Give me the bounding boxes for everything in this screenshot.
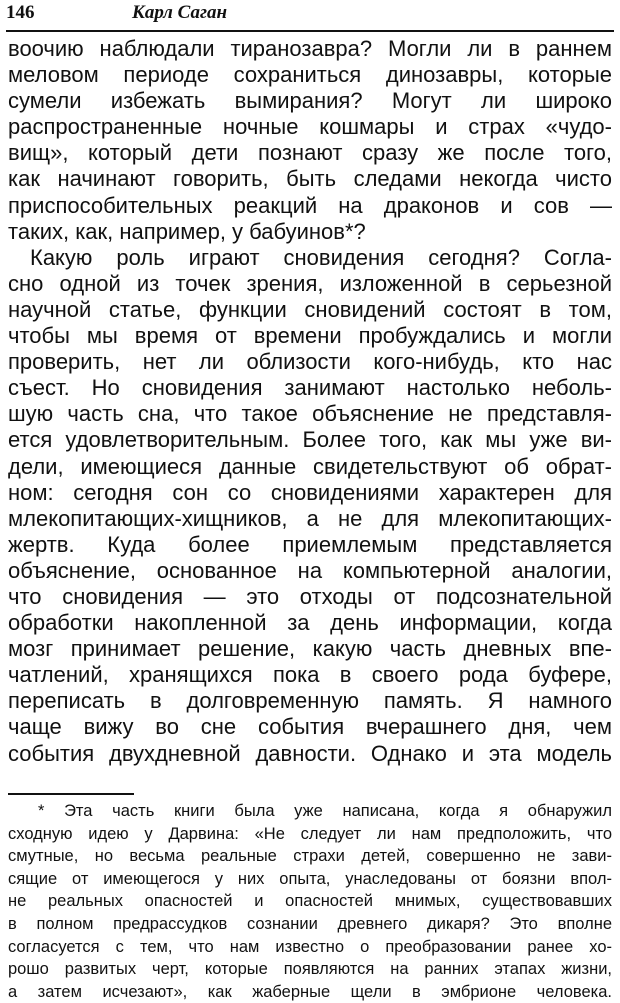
text-line: как начинают говорить, быть следами некогда чисто — [8, 166, 612, 192]
text-line: Какую роль играют сновидения сегодня? Согла- — [30, 244, 612, 270]
text-line: дели, имеющиеся данные свидетельствуют об обрат- — [8, 453, 612, 479]
text-line: сумели избежать вымирания? Могут ли широко — [8, 88, 612, 114]
text-line: научной статье, функции сновидений состоят в том, — [8, 296, 612, 322]
text-line: ется удовлетворительным. Более того, как мы уже ви- — [8, 427, 612, 453]
text-line: объяснение, основанное на компьютерной аналогии, — [8, 557, 612, 583]
text-line: переписать в долговременную память. Я намного — [8, 688, 612, 714]
footnote-line: согласуется с тем, что нам известно о преобразовании ранее хо- — [8, 937, 612, 956]
main-text — [8, 36, 612, 767]
text-line: съест. Но сновидения занимают настолько неболь- — [8, 375, 612, 401]
text-line: вищ», который дети познают сразу же после того, — [8, 140, 612, 166]
text-line: ном: сегодня сон со сновидениями характерен для — [8, 479, 612, 505]
text-line: млекопитающих-хищников, а не для млекопитающих- — [8, 505, 612, 531]
page-header — [6, 0, 614, 32]
text-line: приспособительных реакций на драконов и сов — — [8, 192, 612, 218]
footnote-line: * Эта часть книги была уже написана, когда я обнаружил — [38, 802, 612, 820]
running-head-author: Карл Саган — [132, 2, 228, 23]
text-line: что сновидения — это отходы от подсознательной — [8, 583, 612, 609]
text-line: воочию наблюдали тиранозавра? Могли ли в раннем — [8, 36, 612, 61]
footnote-divider — [8, 793, 134, 795]
text-line: проверить, нет ли облизости кого-нибудь, кто нас — [8, 349, 612, 375]
text-line: шую часть сна, что такое объяснение не представля- — [8, 401, 612, 427]
text-line: мозг принимает решение, какую часть дневных впе- — [8, 636, 612, 662]
footnote-line: не реальных опасностей и опасностей мнимых, существовавших — [8, 892, 612, 911]
footnote-line: сящие от имеющегося у них опыта, унаследованы от боязни впол- — [8, 869, 612, 888]
text-line: распространенные ночные кошмары и страх «чудо- — [8, 114, 612, 140]
footnote-line: смутные, но весьма реальные страхи детей, совершенно не зави- — [8, 847, 612, 866]
footnote-line: а затем исчезают», как жаберные щели в эмбрионе человека. — [8, 982, 612, 1001]
footnote — [8, 800, 612, 1003]
page-number: 146 — [6, 2, 35, 23]
text-line: чтобы мы время от времени пробуждались и могли — [8, 323, 612, 349]
text-line: меловом периоде сохраниться динозавры, которые — [8, 62, 612, 88]
text-line: таких, как, например, у бабуинов*? — [8, 218, 366, 244]
text-line: обработки накопленной за день информации, когда — [8, 610, 612, 636]
text-line: сно одной из точек зрения, изложенной в серьезной — [8, 270, 612, 296]
text-line: чаще вижу во сне события вчерашнего дня, чем — [8, 714, 612, 740]
text-line: события двухдневной давности. Однако и эта модель — [8, 740, 612, 766]
text-line: чатлений, хранящихся пока в своего рода буфере, — [8, 662, 612, 688]
footnote-line: в полном предрассудков сознании древнего дикаря? Это вполне — [8, 914, 612, 933]
text-line: жертв. Куда более приемлемым представляется — [8, 531, 612, 557]
footnote-line: рошо развитых черт, которые появляются на ранних этапах жизни, — [8, 960, 612, 979]
footnote-line: сходную идею у Дарвина: «Не следует ли нам предположить, что — [8, 824, 612, 843]
